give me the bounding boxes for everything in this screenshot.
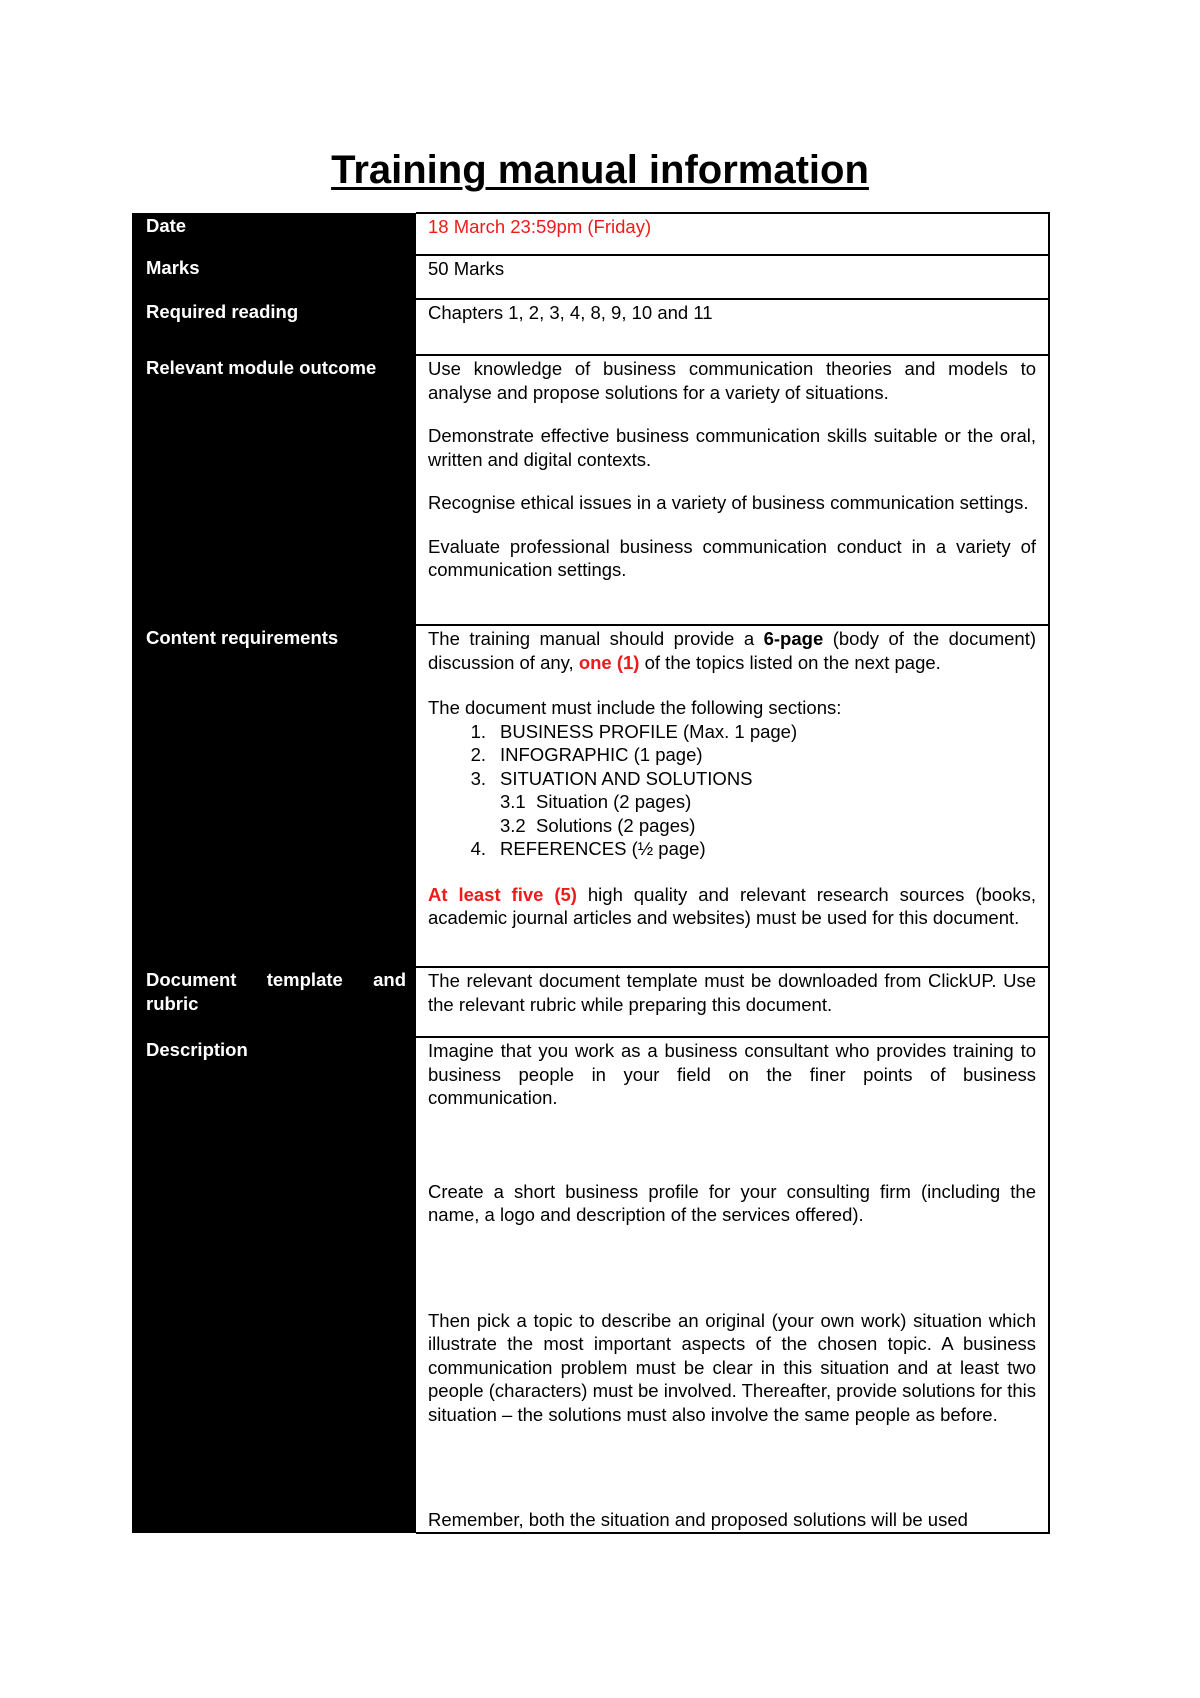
sub-list-number: 3.1: [500, 791, 526, 812]
sources-requirement: [428, 883, 1036, 930]
content-intro-text: The training manual should provide a: [428, 628, 755, 649]
list-item-text: SITUATION AND SOLUTIONS: [500, 767, 753, 789]
list-number: 3.: [470, 767, 486, 789]
description-label: Description: [132, 1037, 416, 1533]
list-number: 1.: [470, 720, 486, 742]
description-paragraph: Imagine that you work as a business consultant who provides training to business people in your field on the finer points of business communication.: [428, 1040, 1036, 1108]
table-row-outcome: [132, 355, 1049, 625]
content-intro: [428, 627, 1036, 674]
outcome-paragraph: Recognise ethical issues in a variety of business communication settings.: [428, 492, 1029, 513]
page-title: Training manual information: [331, 148, 869, 192]
table-row-marks: [132, 255, 1049, 299]
marks-label: Marks: [132, 255, 416, 299]
template-label: Document template and rubric: [132, 967, 416, 1037]
list-item-text: REFERENCES (½ page): [500, 838, 706, 859]
table-row-template: [132, 967, 1049, 1037]
list-item: [428, 837, 1036, 861]
outcome-label: Relevant module outcome: [132, 355, 416, 625]
list-item: [428, 720, 1036, 744]
sections-list-continued: [428, 837, 1036, 861]
sub-list-item: [428, 814, 1036, 838]
table-row-date: [132, 213, 1049, 255]
content-label: Content requirements: [132, 625, 416, 967]
outcome-paragraph: Demonstrate effective business communication skills suitable or the oral, written and digital contexts.: [428, 425, 1036, 470]
content-intro-text: (body of the document) discussion of any,: [428, 628, 1037, 673]
reading-value: Chapters 1, 2, 3, 4, 8, 9, 10 and 11: [416, 299, 1049, 355]
outcome-paragraph: Evaluate professional business communication conduct in a variety of communication settings.: [428, 535, 1036, 580]
content-intro-text: of the topics listed on the next page.: [644, 651, 941, 673]
page-count-highlight: 6-page: [763, 628, 824, 649]
description-value: [416, 1037, 1049, 1533]
description-paragraph: Create a short business profile for your consulting firm (including the name, a logo and description of the services offered).: [428, 1180, 1036, 1225]
outcome-value: [416, 355, 1049, 625]
reading-label: Required reading: [132, 299, 416, 355]
sub-list-item-text: Solutions (2 pages): [536, 814, 696, 836]
marks-value: 50 Marks: [416, 255, 1049, 299]
info-table: [132, 212, 1050, 1534]
content-value: [416, 625, 1049, 967]
sections-intro: The document must include the following sections:: [428, 697, 842, 718]
outcome-paragraph: Use knowledge of business communication theories and models to analyse and propose solutions for a variety of situations.: [428, 358, 1036, 403]
sub-list-item-text: Situation (2 pages): [536, 791, 692, 812]
sections-list: [428, 720, 1036, 791]
sub-list-item: [428, 790, 1036, 814]
list-item: [428, 743, 1036, 767]
list-item: [428, 767, 1036, 791]
list-number: 2.: [470, 744, 486, 765]
sources-text: high quality and relevant research sources (books, academic journal articles and websites) must be used for this document.: [428, 883, 1036, 928]
topic-count-highlight: one (1): [578, 651, 640, 673]
list-item-text: BUSINESS PROFILE (Max. 1 page): [500, 720, 798, 742]
sources-count-highlight: At least five (5): [428, 883, 577, 905]
sub-list-number: 3.2: [500, 814, 526, 836]
table-row-content: [132, 625, 1049, 967]
list-item-text: INFOGRAPHIC (1 page): [500, 744, 703, 765]
table-row-reading: [132, 299, 1049, 355]
table-row-description: [132, 1037, 1049, 1533]
description-paragraph: Then pick a topic to describe an original (your own work) situation which illustrate the most important aspects of the chosen topic. A business communication problem must be clear in this situation and at least two people (characters) must be involved. Thereafter, provide solutions for this situation – the solutions must also involve the same people as before.: [428, 1309, 1036, 1425]
date-value: 18 March 23:59pm (Friday): [416, 213, 1049, 255]
list-number: 4.: [470, 838, 486, 859]
date-label: Date: [132, 213, 416, 255]
description-paragraph: Remember, both the situation and proposed solutions will be used: [428, 1509, 968, 1530]
template-value: The relevant document template must be downloaded from ClickUP. Use the relevant rubric while preparing this document.: [416, 967, 1049, 1037]
